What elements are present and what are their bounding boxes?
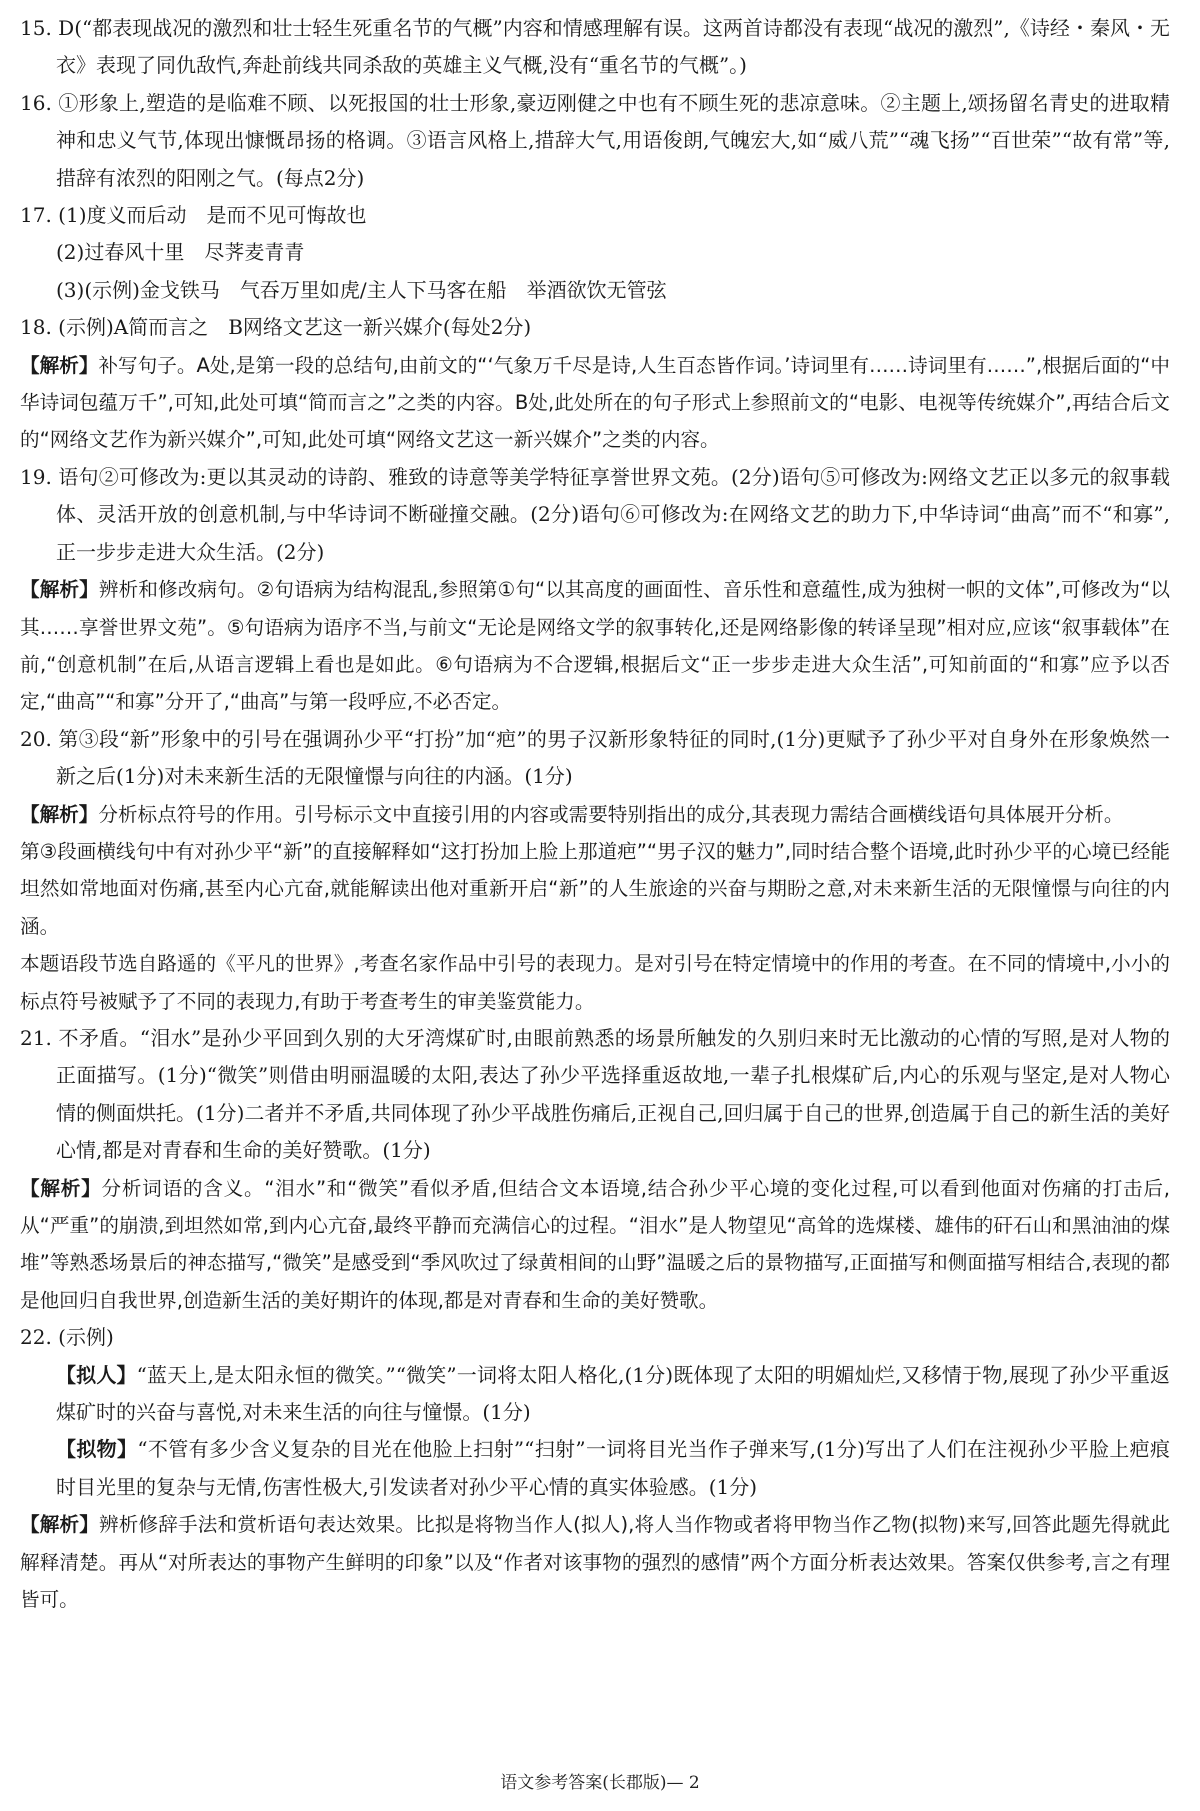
analysis-20-text: 分析标点符号的作用。引号标示文中直接引用的内容或需要特别指出的成分,其表现力需结合画横线语句具体展开分析。 xyxy=(98,802,1124,826)
answer-16: 16. ①形象上,塑造的是临难不顾、以死报国的壮士形象,豪迈刚健之中也有不顾生死的悲凉意味。②主题上,颂扬留名青史的进取精神和忠义气节,体现出慷慨昂扬的格调。③语言风格上,措辞大气,用语俊朗,气魄宏大,如“威八荒”“魂飞扬”“百世荣”“故有常”等,措辞有浓烈的阳刚之气。(每点2分) xyxy=(20,90,1170,190)
answer-17-1: 17. (1)度义而后动 是而不见可悔故也 xyxy=(20,203,367,228)
answer-19: 19. 语句②可修改为:更以其灵动的诗韵、雅致的诗意等美学特征享誉世界文苑。(2分)语句⑤可修改为:网络文艺正以多元的叙事载体、灵活开放的创意机制,与中华诗词不断碰撞交融。(2分)语句⑥可修改为:在网络文艺的助力下,中华诗词“曲高”而不“和寡”,正一步步走进大众生活。(2分) xyxy=(20,464,1170,564)
analysis-tag: 【解析】 xyxy=(20,1176,102,1200)
answer-22: 22. (示例) xyxy=(20,1325,114,1350)
analysis-18-text: 补写句子。A处,是第一段的总结句,由前文的“‘气象万千尽是诗,人生百态皆作词。’诗词里有……诗词里有……”,根据后面的“中华诗词包蕴万千”,可知,此处可填“简而言之”之类的内容。B处,此处所在的句子形式上参照前文的“电影、电视等传统媒介”,再结合后文的“网络文艺作为新兴媒介”,可知,此处可填“网络文艺这一新兴媒介”之类的内容。 xyxy=(20,353,1170,452)
analysis-20-paragraph-2: 第③段画横线句中有对孙少平“新”的直接解释如“这打扮加上脸上那道疤”“男子汉的魅力”,同时结合整个语境,此时孙少平的心境已经能坦然如常地面对伤痛,甚至内心亢奋,就能解读出他对重新开启“新”的人生旅途的兴奋与期盼之意,对未来新生活的无限憧憬与向往的内涵。 xyxy=(20,839,1170,938)
analysis-19-text: 辨析和修改病句。②句语病为结构混乱,参照第①句“以其高度的画面性、音乐性和意蕴性,成为独树一帜的文体”,可修改为“以其……享誉世界文苑”。⑤句语病为语序不当,与前文“无论是网络文学的叙事转化,还是网络影像的转译呈现”相对应,应该“叙事载体”在前,“创意机制”在后,从语言逻辑上看也是如此。⑥句语病为不合逻辑,根据后文“正一步步走进大众生活”,可知前面的“和寡”应予以否定,“曲高”“和寡”分开了,“曲高”与第一段呼应,不必否定。 xyxy=(20,578,1170,714)
analysis-tag: 【解析】 xyxy=(20,1513,100,1537)
answer-21: 21. 不矛盾。“泪水”是孙少平回到久别的大牙湾煤矿时,由眼前熟悉的场景所触发的久别归来时无比激动的心情的写照,是对人物的正面描写。(1分)“微笑”则借由明丽温暖的太阳,表达了孙少平选择重返故地,一辈子扎根煤矿后,内心的乐观与坚定,是对人物心情的侧面烘托。(1分)二者并不矛盾,共同体现了孙少平战胜伤痛后,正视自己,回归属于自己的世界,创造属于自己的新生活的美好心情,都是对青春和生命的美好赞歌。(1分) xyxy=(20,1025,1170,1163)
answer-20: 20. 第③段“新”形象中的引号在强调孙少平“打扮”加“疤”的男子汉新形象特征的同时,(1分)更赋予了孙少平对自身外在形象焕然一新之后(1分)对未来新生活的无限憧憬与向往的内涵。(1分) xyxy=(20,726,1170,789)
analysis-22-text: 辨析修辞手法和赏析语句表达效果。比拟是将物当作人(拟人),将人当作物或者将甲物当作乙物(拟物)来写,回答此题先得就此解释清楚。再从“对所表达的事物产生鲜明的印象”以及“作者对该事物的强烈的感情”两个方面分析表达效果。答案仅供参考,言之有理皆可。 xyxy=(20,1513,1170,1612)
answer-18: 18. (示例)A简而言之 B网络文艺这一新兴媒介(每处2分) xyxy=(20,315,532,340)
analysis-18 xyxy=(20,347,1170,459)
analysis-21-text: 分析词语的含义。“泪水”和“微笑”看似矛盾,但结合文本语境,结合孙少平心境的变化过程,可以看到他面对伤痛的打击后,从“严重”的崩溃,到坦然如常,到内心亢奋,最终平静而充满信心的过程。“泪水”是人物望见“高耸的选煤楼、雄伟的矸石山和黑油油的煤堆”等熟悉场景后的神态描写,“微笑”是感受到“季风吹过了绿黄相间的山野”温暖之后的景物描写,正面描写和侧面描写相结合,表现的都是他回归自我世界,创造新生活的美好期许的体现,都是对青春和生命的美好赞歌。 xyxy=(20,1176,1171,1312)
answer-15: 15. D(“都表现战况的激烈和壮士轻生死重名节的气概”内容和情感理解有误。这两首诗都没有表现“战况的激烈”,《诗经・秦风・无衣》表现了同仇敌忾,奔赴前线共同杀敌的英雄主义气概,没有“重名节的气概”。) xyxy=(20,16,1170,78)
analysis-tag: 【解析】 xyxy=(20,578,99,602)
analysis-19 xyxy=(20,571,1170,721)
analysis-20 xyxy=(20,796,1170,833)
analysis-22 xyxy=(20,1506,1170,1618)
analysis-tag: 【解析】 xyxy=(20,802,99,826)
analysis-tag: 【解析】 xyxy=(20,353,99,377)
personification-text: “蓝天上,是太阳永恒的微笑。”“微笑”一词将太阳人格化,(1分)既体现了太阳的明媚灿烂,又移情于物,展现了孙少平重返煤矿时的兴奋与喜悦,对未来生活的向往与憧憬。(1分) xyxy=(56,1362,1170,1425)
personification-tag: 【拟人】 xyxy=(56,1362,137,1387)
answer-17-2: (2)过春风十里 尽荠麦青青 xyxy=(56,240,305,265)
answer-22-personification xyxy=(20,1357,1170,1432)
answer-17-3: (3)(示例)金戈铁马 气吞万里如虎/主人下马客在船 举酒欲饮无管弦 xyxy=(56,277,667,302)
analysis-21 xyxy=(20,1170,1170,1320)
answer-22-objectification xyxy=(20,1431,1170,1506)
page-footer: 语文参考答案(长郡版)— 2 xyxy=(500,1773,700,1793)
objectification-text: “不管有多少含义复杂的目光在他脸上扫射”“扫射”一词将目光当作子弹来写,(1分)写出了人们在注视孙少平脸上疤痕时目光里的复杂与无情,伤害性极大,引发读者对孙少平心情的真实体验感。(1分) xyxy=(56,1437,1170,1499)
analysis-20-paragraph-3: 本题语段节选自路遥的《平凡的世界》,考查名家作品中引号的表现力。是对引号在特定情境中的作用的考查。在不同的情境中,小小的标点符号被赋予了不同的表现力,有助于考查考生的审美鉴赏能力。 xyxy=(20,952,1170,1013)
objectification-tag: 【拟物】 xyxy=(56,1437,138,1462)
